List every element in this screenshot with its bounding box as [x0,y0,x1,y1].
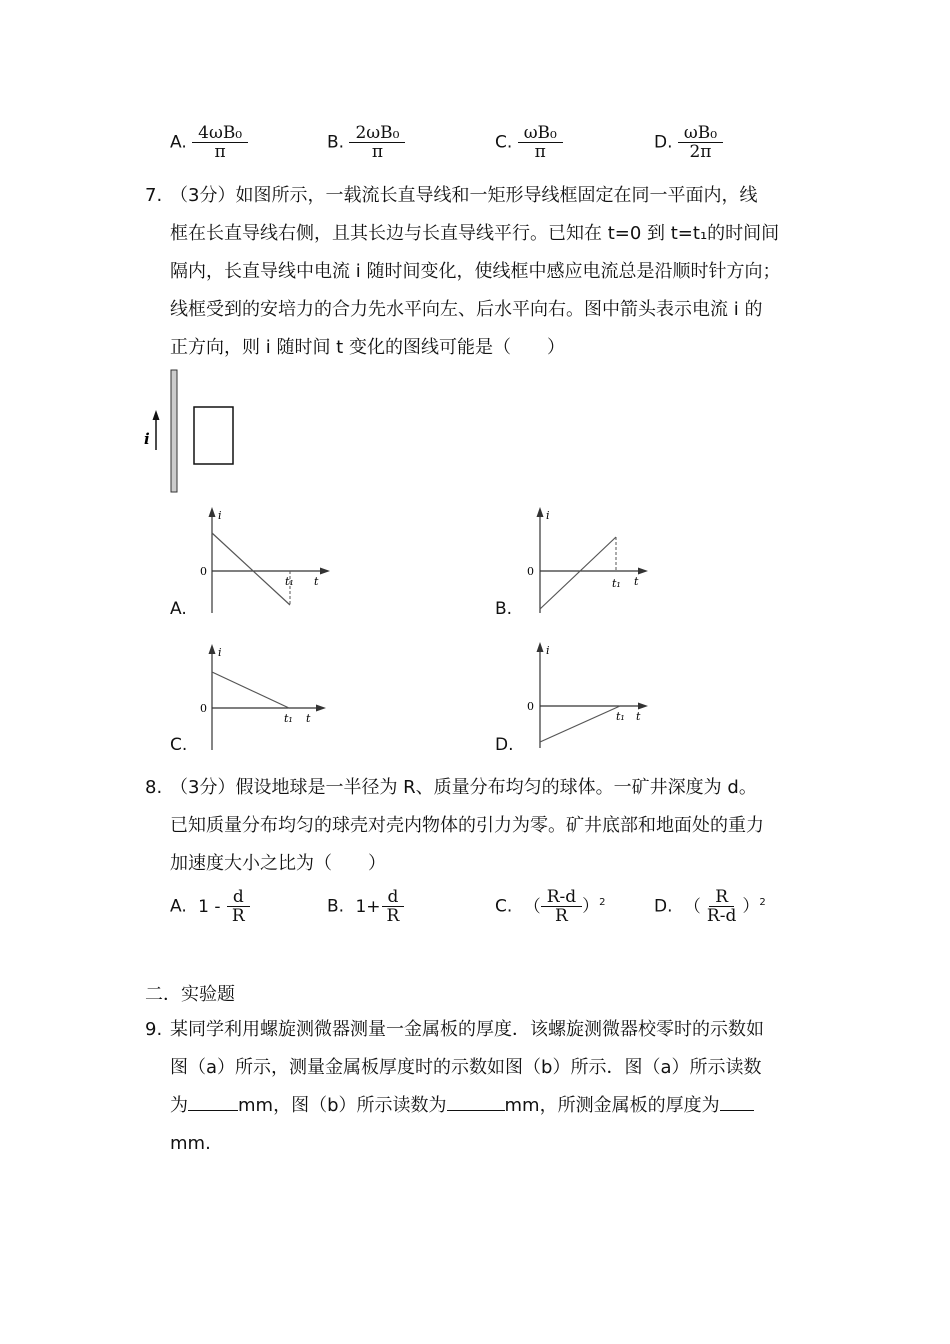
q9-line-4: mm. [170,1133,211,1154]
q9-number: 9. [145,1019,163,1040]
q7-number: 7. [145,185,163,206]
fraction: $\frac{d}{R}$ [226,888,251,925]
origin-label: 0 [200,702,207,715]
t1-label: t₁ [612,577,621,590]
fraction: $\frac{\text{4ωB₀}}{\pi}$ [192,124,248,161]
t-axis-label: t [634,575,639,588]
t1-label: t₁ [616,710,625,723]
straight-wire [171,370,177,492]
current-line [212,533,290,605]
axis-arrow-icon [209,644,216,654]
q8-option-d: D. （ $\frac{R}{R-d}$ ）$^2$ [654,887,766,926]
origin-label: 0 [527,565,534,578]
q6-option-a: A. $\frac{\text{4ωB₀}}{\pi}$ [170,124,248,161]
q8-option-c: C. （ $\frac{R-d}{R}$ ）$^2$ [495,887,606,926]
q9-line-1: 某同学利用螺旋测微器测量一金属板的厚度．该螺旋测微器校零时的示数如 [170,1019,764,1040]
axis-arrow-icon [316,705,326,712]
q7-option-b: B. [495,599,513,619]
t-axis-label: t [636,710,641,723]
i-axis-label: i [218,509,222,522]
q8-line-2: 已知质量分布均匀的球壳对壳内物体的引力为零。矿井底部和地面处的重力 [170,815,764,836]
graph-d [524,640,664,752]
fraction: $\frac{\text{2ωB₀}}{\pi}$ [349,124,405,161]
origin-label: 0 [527,700,534,713]
current-label: i [144,430,150,448]
current-line [212,672,289,708]
q6-option-d: D. $\frac{\text{ωB₀}}{2\pi}$ [654,124,723,161]
q9-line-2: 图（a）所示，测量金属板厚度时的示数如图（b）所示．图（a）所示读数 [170,1057,762,1078]
fraction: $\frac{\text{ωB₀}}{\pi}$ [518,124,563,161]
q8-line-1: （3分）假设地球是一半径为 R、质量分布均匀的球体。一矿井深度为 d。 [170,777,757,798]
q7-option-a: A. [170,599,187,619]
axis-arrow-icon [638,703,648,710]
q8-option-b: B. 1+ $\frac{d}{R}$ [327,888,405,925]
axis-arrow-icon [320,568,330,575]
q7-option-d: D. [495,735,514,755]
current-line [540,706,620,742]
i-axis-label: i [218,646,222,659]
answer-blank-3[interactable] [720,1094,754,1111]
q8-number: 8. [145,777,163,798]
t-axis-label: t [314,575,319,588]
graph-a [196,505,336,617]
graph-b [524,505,664,617]
q6-option-c: C. $\frac{\text{ωB₀}}{\pi}$ [495,124,563,161]
q7-line-5: 正方向，则 i 随时间 t 变化的图线可能是（ ） [170,337,565,358]
i-axis-label: i [546,509,550,522]
q7-line-1: （3分）如图所示，一载流长直导线和一矩形导线框固定在同一平面内，线 [170,185,758,206]
q9-line-3: 为 mm，图（b）所示读数为 mm，所测金属板的厚度为 [170,1094,754,1118]
i-axis-label: i [546,644,550,657]
axis-arrow-icon [638,568,648,575]
fraction: $\frac{\text{ωB₀}}{2\pi}$ [678,124,723,161]
fraction: $\frac{R}{R-d}$ [706,887,737,926]
answer-blank-1[interactable] [188,1094,238,1111]
fraction: $\frac{d}{R}$ [381,888,406,925]
axis-arrow-icon [209,507,216,517]
t-axis-label: t [306,712,311,725]
current-line [540,537,616,609]
axis-arrow-icon [537,642,544,652]
rectangular-frame [194,407,233,464]
q8-line-3: 加速度大小之比为（ ） [170,853,386,874]
q6-option-b: B. $\frac{\text{2ωB₀}}{\pi}$ [327,124,405,161]
q7-option-c: C. [170,735,188,755]
q7-line-4: 线框受到的安培力的合力先水平向左、后水平向右。图中箭头表示电流 i 的 [170,299,763,320]
fraction: $\frac{R-d}{R}$ [541,888,582,925]
q7-line-2: 框在长直导线右侧，且其长边与长直导线平行。已知在 t=0 到 t=t₁的时间间 [170,223,780,244]
t1-label: t₁ [285,575,294,588]
q8-option-a: A. 1 - $\frac{d}{R}$ [170,888,251,925]
wire-frame-figure [138,366,248,496]
arrow-head-icon [153,410,160,420]
q7-line-3: 隔内，长直导线中电流 i 随时间变化，使线框中感应电流总是沿顺时针方向； [170,261,781,282]
t1-label: t₁ [284,712,293,725]
origin-label: 0 [200,565,207,578]
axis-arrow-icon [537,507,544,517]
answer-blank-2[interactable] [447,1094,505,1111]
graph-c [196,642,336,754]
section-heading: 二．实验题 [145,984,235,1005]
